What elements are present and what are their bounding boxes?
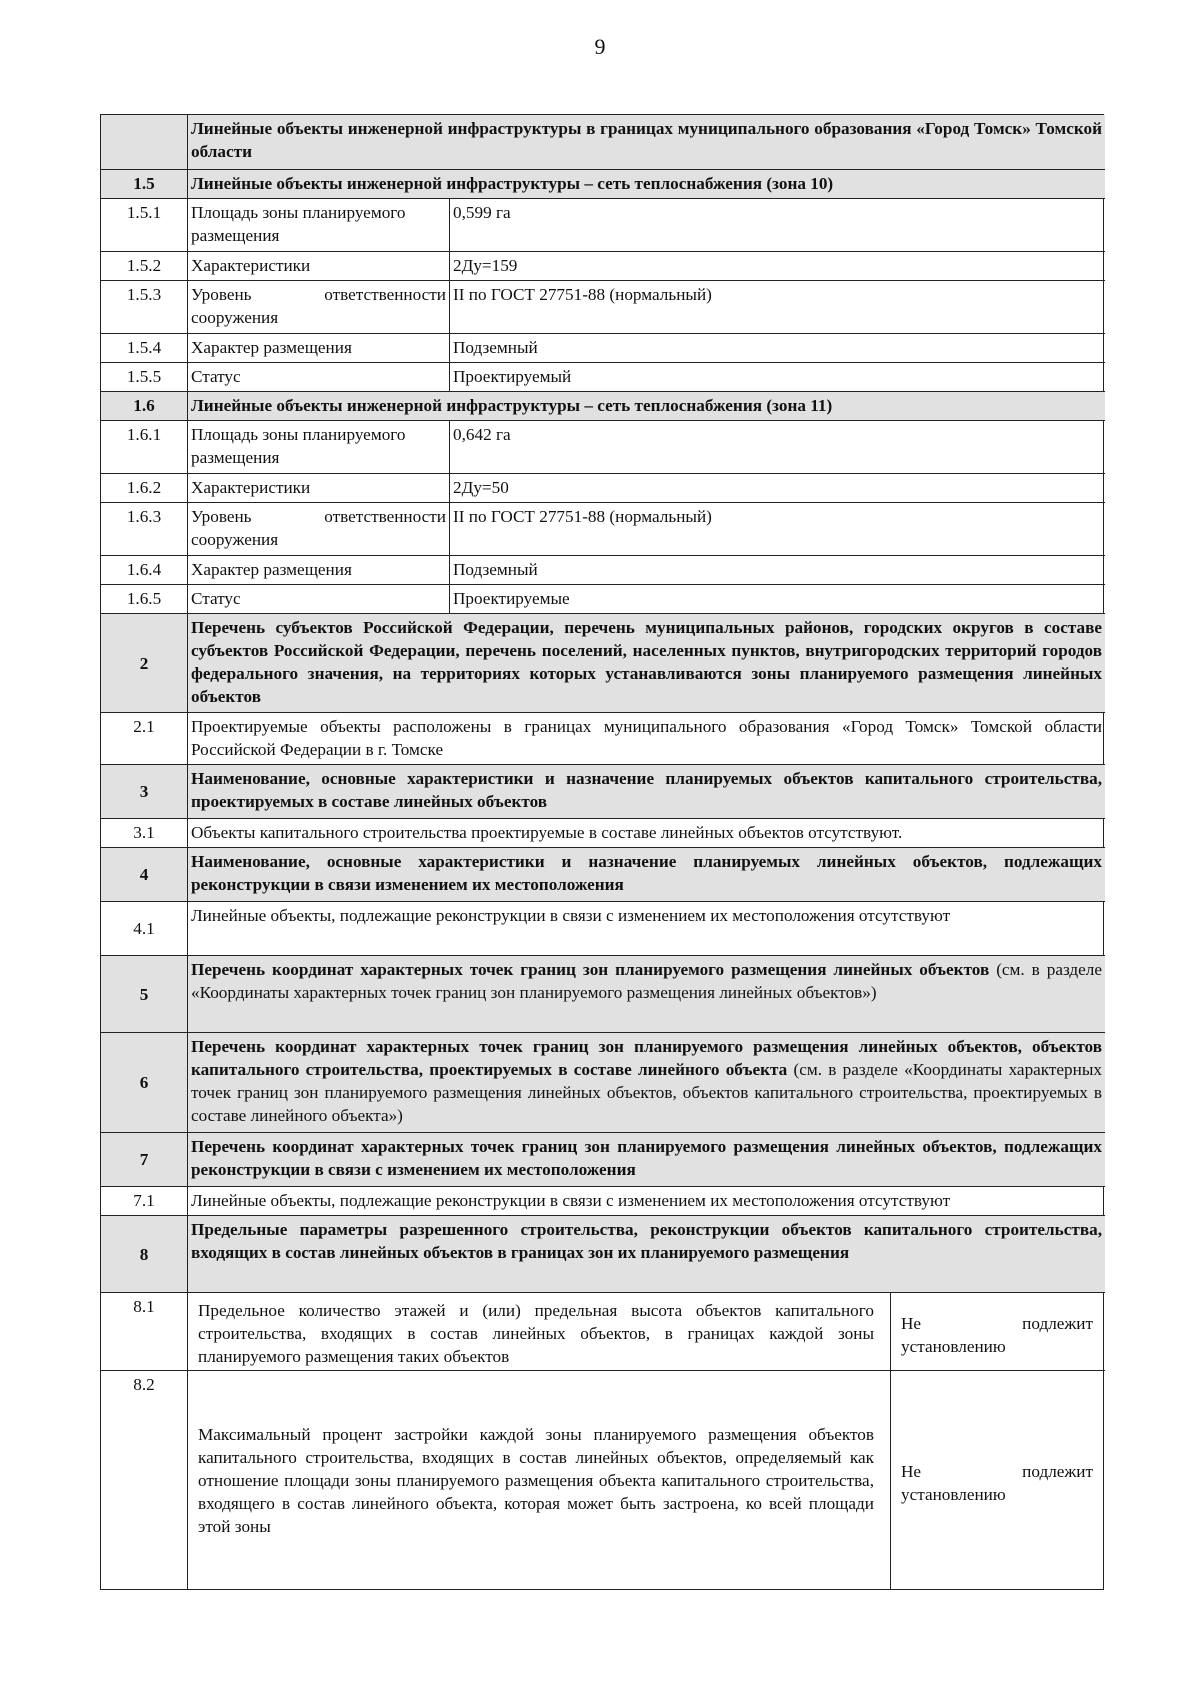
row-number: 4.1 bbox=[101, 902, 188, 956]
value-word: подлежит bbox=[1022, 1462, 1093, 1481]
row-label: Площадь зоны планируемого размещения bbox=[188, 199, 450, 252]
section-number: 4 bbox=[101, 848, 188, 902]
row-value: II по ГОСТ 27751-88 (нормальный) bbox=[450, 503, 1105, 556]
row-text: Предельное количество этажей и (или) предельная высота объектов капитального строительства, входящих в состав линейных объектов, в границах каждой зоны планируемого размещения таких объектов bbox=[188, 1293, 891, 1371]
value-word: подлежит bbox=[1022, 1313, 1093, 1333]
row-text-content: Максимальный процент застройки каждой зоны планируемого размещения объектов капитального строительства, входящих в состав линейных объектов, определяемый как отношение площади зоны планируемого размещения объекта капитального строительства, входящего в состав линейного объекта, которая может быть застроена, ко всей площади этой зоны bbox=[198, 1424, 874, 1536]
section-title: Наименование, основные характеристики и назначение планируемых объектов капитального строительства, проектируемых в составе линейных объектов bbox=[188, 765, 1105, 819]
section-number: 7 bbox=[101, 1133, 188, 1187]
row-label: Характеристики bbox=[188, 474, 450, 503]
section-title: Наименование, основные характеристики и назначение планируемых линейных объектов, подлежащих реконструкции в связи изменением их местоположения bbox=[188, 848, 1105, 902]
row-number: 1.6.4 bbox=[101, 556, 188, 585]
page-number: 9 bbox=[594, 34, 606, 59]
row-number: 2.1 bbox=[101, 713, 188, 765]
value-line: установлению bbox=[901, 1336, 1006, 1356]
row-number: 8.1 bbox=[101, 1293, 188, 1371]
row-value: Проектируемые bbox=[450, 585, 1105, 614]
value-line: установлению bbox=[901, 1485, 1006, 1504]
row-label: Характеристики bbox=[188, 252, 450, 281]
row-text: Линейные объекты, подлежащие реконструкции в связи с изменением их местоположения отсутствуют bbox=[188, 902, 1105, 956]
row-number: 1.6.3 bbox=[101, 503, 188, 556]
row-text: Объекты капитального строительства проектируемые в составе линейных объектов отсутствуют. bbox=[188, 819, 1105, 848]
section-title bbox=[188, 956, 1105, 1033]
row-value: Проектируемый bbox=[450, 363, 1105, 392]
section-title: Линейные объекты инженерной инфраструктуры – сеть теплоснабжения (зона 11) bbox=[188, 392, 1105, 421]
row-label: Площадь зоны планируемого размещения bbox=[188, 421, 450, 474]
row-label: Характер размещения bbox=[188, 556, 450, 585]
row-value: Подземный bbox=[450, 334, 1105, 363]
row-value: II по ГОСТ 27751-88 (нормальный) bbox=[450, 281, 1105, 334]
section-title: Перечень координат характерных точек границ зон планируемого размещения линейных объектов, подлежащих реконструкции в связи с изменением их местоположения bbox=[188, 1133, 1105, 1187]
section-number: 8 bbox=[101, 1216, 188, 1293]
row-number: 1.6.1 bbox=[101, 421, 188, 474]
row-value: Подземный bbox=[450, 556, 1105, 585]
row-label: Статус bbox=[188, 363, 450, 392]
section-number: 1.5 bbox=[101, 170, 188, 199]
header-num-cell bbox=[101, 115, 188, 170]
section-title-bold: Перечень координат характерных точек границ зон планируемого размещения линейных объектов, объектов капитального строительства, проектируемых в составе линейного объекта bbox=[191, 1037, 1102, 1079]
section-title: Линейные объекты инженерной инфраструктуры – сеть теплоснабжения (зона 10) bbox=[188, 170, 1105, 199]
section-number: 1.6 bbox=[101, 392, 188, 421]
row-label: Характер размещения bbox=[188, 334, 450, 363]
row-value: 2Ду=159 bbox=[450, 252, 1105, 281]
section-title bbox=[188, 1033, 1105, 1133]
row-value bbox=[891, 1293, 1105, 1371]
section-number: 3 bbox=[101, 765, 188, 819]
row-number: 1.5.2 bbox=[101, 252, 188, 281]
section-number: 2 bbox=[101, 614, 188, 713]
section-title-normal: (см. в разделе «Координаты характерных точек границ зон планируемого размещения линейных объектов») bbox=[191, 960, 1102, 1002]
section-number: 5 bbox=[101, 956, 188, 1033]
section-number: 6 bbox=[101, 1033, 188, 1133]
row-number: 1.5.4 bbox=[101, 334, 188, 363]
row-number: 1.5.1 bbox=[101, 199, 188, 252]
row-label: Уровень ответственности сооружения bbox=[188, 281, 450, 334]
document-table bbox=[100, 114, 1104, 1590]
row-value: 0,599 га bbox=[450, 199, 1105, 252]
section-title-normal: (см. в разделе «Координаты характерных точек границ зон планируемого размещения линейных объектов, объектов капитального строительства, проектируемых в составе линейного объекта») bbox=[191, 1060, 1102, 1125]
row-number: 1.6.2 bbox=[101, 474, 188, 503]
row-number: 7.1 bbox=[101, 1187, 188, 1216]
row-number: 1.5.5 bbox=[101, 363, 188, 392]
row-label: Уровень ответственности сооружения bbox=[188, 503, 450, 556]
section-title: Предельные параметры разрешенного строительства, реконструкции объектов капитального строительства, входящих в состав линейных объектов в границах зон их планируемого размещения bbox=[188, 1216, 1105, 1293]
row-text bbox=[188, 1371, 891, 1589]
row-number: 1.6.5 bbox=[101, 585, 188, 614]
row-value bbox=[891, 1371, 1105, 1589]
value-word: Не bbox=[901, 1462, 922, 1481]
section-title: Перечень субъектов Российской Федерации, перечень муниципальных районов, городских округов в составе субъектов Российской Федерации, перечень поселений, населенных пунктов, внутригородских территорий городов федерального значения, на территориях которых устанавливаются зоны планируемого размещения линейных объектов bbox=[188, 614, 1105, 713]
row-text: Проектируемые объекты расположены в границах муниципального образования «Город Томск» Томской области Российской Федерации в г. Томске bbox=[188, 713, 1105, 765]
row-text: Линейные объекты, подлежащие реконструкции в связи с изменением их местоположения отсутствуют bbox=[188, 1187, 1105, 1216]
table-header: Линейные объекты инженерной инфраструктуры в границах муниципального образования «Город Томск» Томской области bbox=[188, 115, 1105, 170]
row-number: 8.2 bbox=[101, 1371, 188, 1589]
value-word: Не bbox=[901, 1313, 922, 1333]
row-value: 2Ду=50 bbox=[450, 474, 1105, 503]
row-number: 3.1 bbox=[101, 819, 188, 848]
row-label: Статус bbox=[188, 585, 450, 614]
row-value: 0,642 га bbox=[450, 421, 1105, 474]
row-number: 1.5.3 bbox=[101, 281, 188, 334]
section-title-bold: Перечень координат характерных точек границ зон планируемого размещения линейных объектов bbox=[191, 960, 990, 979]
